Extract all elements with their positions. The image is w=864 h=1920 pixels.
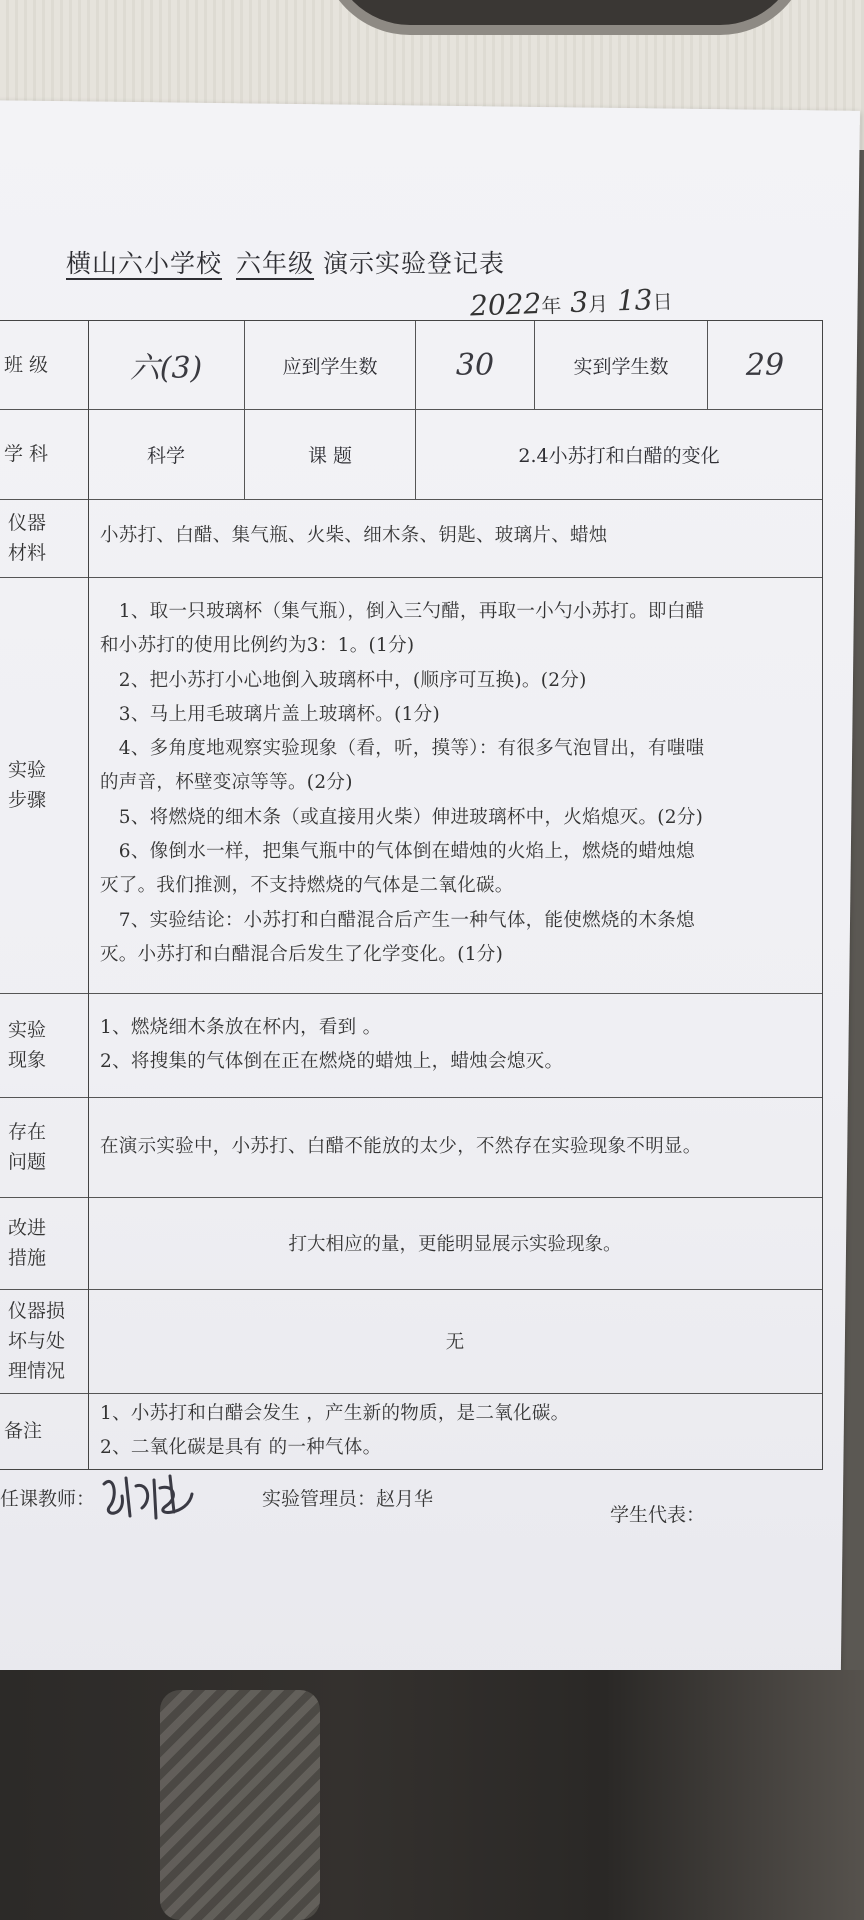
table-row-class xyxy=(0,321,822,410)
admin-label: 实验管理员：赵月华 xyxy=(262,1488,434,1510)
date-year-unit: 年 xyxy=(540,293,562,319)
step-line: 5、将燃烧的细木条（或直接用火柴）伸进玻璃杯中，火焰熄灭。(2分) xyxy=(100,806,704,828)
phenomena-line: 2、将搜集的气体倒在正在燃烧的蜡烛上，蜡烛会熄灭。 xyxy=(100,1051,564,1073)
table-row-subject xyxy=(0,409,822,500)
step-line: 6、像倒水一样，把集气瓶中的气体倒在蜡烛的火焰上，燃烧的蜡烛熄 xyxy=(100,841,695,863)
date-month: 3 xyxy=(569,285,589,320)
notes-text xyxy=(100,1397,812,1466)
table-row-improvements xyxy=(0,1197,822,1290)
step-line: 7、实验结论：小苏打和白醋混合后产生一种气体，能使燃烧的木条熄 xyxy=(100,909,695,931)
row-label: 改进 措施 xyxy=(0,1197,89,1289)
topic-label: 课 题 xyxy=(245,409,416,499)
step-line: 的声音，杯壁变凉等等。(2分) xyxy=(100,772,353,794)
topic-value: 2.4小苏打和白醋的变化 xyxy=(518,444,720,467)
table-row-problems xyxy=(0,1097,822,1198)
row-label: 实验 现象 xyxy=(0,993,89,1097)
table-row-notes xyxy=(0,1393,822,1469)
step-line: 和小苏打的使用比例约为3：1。(1分) xyxy=(100,635,415,657)
improvements-text: 打大相应的量，更能明显展示实验现象。 xyxy=(288,1234,622,1255)
step-line: 灭了。我们推测，不支持燃烧的气体是二氧化碳。 xyxy=(100,875,514,897)
form-title xyxy=(66,244,505,280)
materials-text: 小苏打、白醋、集气瓶、火柴、细木条、钥匙、玻璃片、蜡烛 xyxy=(100,525,608,546)
phenomena-text xyxy=(100,1011,812,1080)
problems-text: 在演示实验中，小苏打、白醋不能放的太少，不然存在实验现象不明显。 xyxy=(100,1136,702,1157)
teacher-label: 任课教师： xyxy=(0,1488,96,1510)
step-line: 1、取一只玻璃杯（集气瓶），倒入三勺醋，再取一小勺小苏打。即白醋 xyxy=(100,601,705,622)
steps-text xyxy=(100,595,812,972)
row-label: 备注 xyxy=(0,1393,89,1469)
row-label: 学 科 xyxy=(0,409,89,499)
student-rep-label: 学生代表： xyxy=(610,1504,706,1526)
step-line: 4、多角度地观察实验现象（看，听，摸等）：有很多气泡冒出，有嗤嗤 xyxy=(100,738,705,760)
step-line: 2、把小苏打小心地倒入玻璃杯中，(顺序可互换)。(2分) xyxy=(100,669,587,691)
class-value: 六(3) xyxy=(88,321,245,409)
table-row-materials xyxy=(0,499,822,578)
row-label: 实验 步骤 xyxy=(0,577,89,993)
teacher-signature xyxy=(96,1466,206,1526)
table-row-equipment-damage xyxy=(0,1289,822,1394)
table-row-phenomena xyxy=(0,993,822,1098)
notes-line: 2、二氧化碳是具有 的一种气体。 xyxy=(100,1437,382,1459)
actual-students-value: 29 xyxy=(745,347,785,383)
phenomena-line: 1、燃烧细木条放在杯内，看到 。 xyxy=(100,1017,382,1038)
date-year: 2022 xyxy=(469,287,542,323)
row-label: 仪器 材料 xyxy=(0,499,89,577)
date-day-unit: 日 xyxy=(652,289,673,315)
row-label: 存在 问题 xyxy=(0,1097,89,1197)
school-name: 横山六小学校 xyxy=(66,249,223,278)
form-table xyxy=(0,320,823,1470)
row-label: 仪器损 坏与处 理情况 xyxy=(0,1289,89,1393)
date-month-unit: 月 xyxy=(587,291,609,317)
table-row-steps xyxy=(0,577,822,994)
form-name: 演示实验登记表 xyxy=(322,249,505,278)
grade-name: 六年级 xyxy=(236,249,315,278)
expected-students-label: 应到学生数 xyxy=(245,321,416,409)
handwritten-date xyxy=(469,282,673,322)
step-line: 3、马上用毛玻璃片盖上玻璃杯。(1分) xyxy=(100,703,440,725)
notes-line: 1、小苏打和白醋会发生 ，产生新的物质，是二氧化碳。 xyxy=(100,1403,570,1424)
actual-students-label: 实到学生数 xyxy=(535,321,708,409)
date-day: 13 xyxy=(616,283,654,318)
row-label: 班 级 xyxy=(0,321,89,409)
expected-students-value: 30 xyxy=(416,321,535,409)
equipment-damage-text: 无 xyxy=(445,1332,465,1353)
subject-value: 科学 xyxy=(88,409,245,499)
step-line: 灭。小苏打和白醋混合后发生了化学变化。(1分) xyxy=(100,943,504,965)
